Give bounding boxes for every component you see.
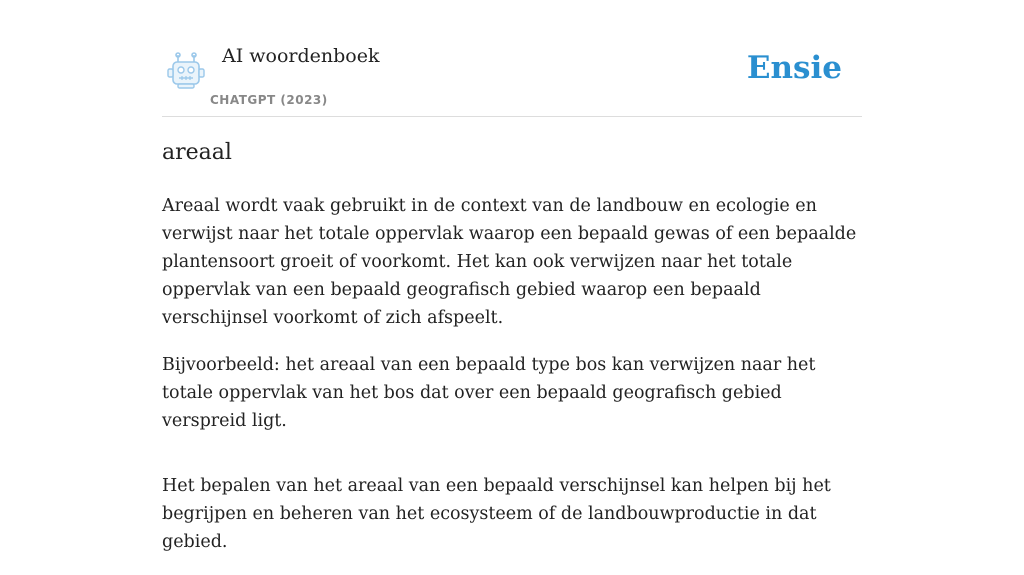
ensie-logo-link[interactable]: Ensie [746, 50, 842, 86]
definition-example: Bijvoorbeeld: het areaal van een bepaald type bos kan verwijzen naar het totale oppervlak van het bos dat over een bepaald geografisch gebied verspreid ligt. [162, 355, 816, 431]
source-header [162, 0, 862, 117]
source-subtitle: CHATGPT (2023) [210, 93, 328, 107]
definition-paragraph: Het bepalen van het areaal van een bepaald verschijnsel kan helpen bij het begrijpen en beheren van het ecosysteem of de landbouwproductie in dat gebied. [162, 476, 831, 552]
entry-term: areaal [162, 140, 232, 165]
definition-paragraph: Areaal wordt vaak gebruikt in de context van de landbouw en ecologie en verwijst naar het totale oppervlak waarop een bepaald gewas of een bepaalde plantensoort groeit of voorkomt. Het kan ook verwijzen naar het totale oppervlak van een bepaald geografisch gebied waarop een bepaald verschijnsel voorkomt of zich afspeelt. [162, 196, 857, 328]
robot-icon [166, 52, 206, 90]
page-container [162, 0, 862, 552]
entry-definition [162, 192, 862, 575]
source-title[interactable]: AI woordenboek [222, 45, 380, 67]
